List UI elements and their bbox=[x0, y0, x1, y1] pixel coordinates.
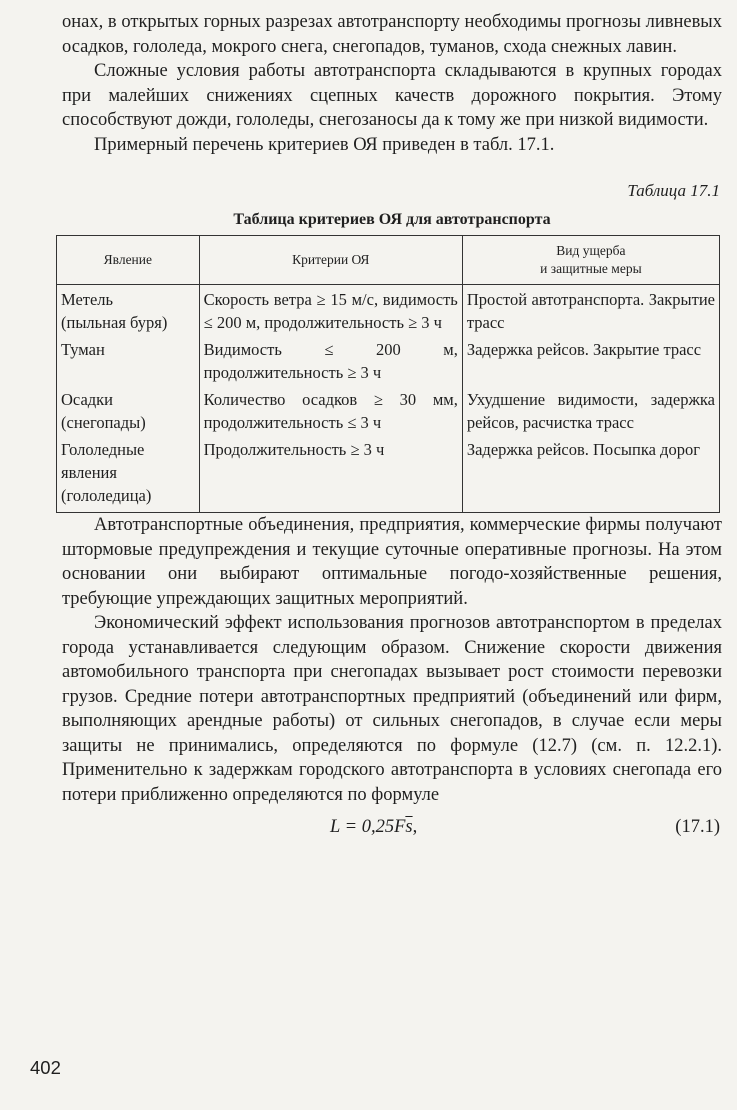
header-damage: Вид ущерба и защитные меры bbox=[462, 236, 719, 285]
table-header-row bbox=[57, 236, 720, 285]
table-row bbox=[57, 336, 720, 386]
table-title: Таблица критериев ОЯ для автотранспорта bbox=[233, 211, 551, 228]
book-page bbox=[62, 10, 722, 843]
criteria-table bbox=[56, 235, 720, 513]
page-number: 402 bbox=[30, 1057, 61, 1078]
table-number: Таблица 17.1 bbox=[627, 181, 720, 200]
cell-phenomenon: Гололедные явления (гололедица) bbox=[57, 436, 200, 513]
cell-damage: Ухудшение видимости, задержка рейсов, расчистка трасс bbox=[462, 386, 719, 436]
table-row bbox=[57, 285, 720, 337]
table-row bbox=[57, 436, 720, 513]
paragraph-economic-effect: Экономический эффект использования прогнозов автотранспортом в пределах города устанавливается следующим образом. Снижение скорости движения автомобильного транспорта при снегопадах вызывает рост стоимости перевозки грузов. Средние потери автотранспортных предприятий (объединений или фирм, выполняющих арендные работы) от сильных снегопадов, в случае если меры защиты не принимались, определяются по формуле (12.7) (см. п. 12.2.1). Применительно к задержкам городского автотранспорта в условиях снегопада его потери приближенно определяются по формуле bbox=[62, 613, 722, 805]
cell-criteria: Видимость ≤ 200 м, продолжительность ≥ 3 ч bbox=[199, 336, 462, 386]
cell-phenomenon: Осадки (снегопады) bbox=[57, 386, 200, 436]
cell-phenomenon: Туман bbox=[57, 336, 200, 386]
formula-overlined-s: $\overline{s}$ bbox=[405, 817, 413, 837]
header-criteria: Критерии ОЯ bbox=[199, 236, 462, 285]
cell-damage: Задержка рейсов. Закрытие трасс bbox=[462, 336, 719, 386]
cell-criteria: Количество осадков ≥ 30 мм, продолжительность ≤ 3 ч bbox=[199, 386, 462, 436]
cell-criteria: Продолжительность ≥ 3 ч bbox=[199, 436, 462, 513]
paragraph-urban-conditions: Сложные условия работы автотранспорта складываются в крупных городах при малейших снижениях сцепных качеств дорожного покрытия. Этому способствуют дожди, гололеды, снегозаносы да к тому же при низкой видимости. bbox=[62, 61, 722, 130]
formula-17-1 bbox=[62, 817, 722, 843]
cell-damage: Задержка рейсов. Посыпка дорог bbox=[462, 436, 719, 513]
cell-damage: Простой автотранспорта. Закрытие трасс bbox=[462, 285, 719, 337]
paragraph-continuation: онах, в открытых горных разрезах автотранспорту необходимы прогнозы ливневых осадков, гололеда, мокрого снега, снегопадов, туманов, схода снежных лавин. bbox=[62, 12, 722, 57]
formula-number: (17.1) bbox=[675, 817, 720, 837]
header-phenomenon: Явление bbox=[57, 236, 200, 285]
paragraph-table-reference: Примерный перечень критериев ОЯ приведен в табл. 17.1. bbox=[94, 134, 555, 155]
formula-expression: $L = 0,25F\overline{s}$, bbox=[330, 817, 418, 837]
paragraph-forecasts-usage: Автотранспортные объединения, предприятия, коммерческие фирмы получают штормовые предупреждения и текущие суточные оперативные прогнозы. На этом основании они выбирают оптимальные погодо-хозяйственные решения, требующие упреждающих защитных мероприятий. bbox=[62, 515, 722, 609]
cell-phenomenon: Метель (пыльная буря) bbox=[57, 285, 200, 337]
table-row bbox=[57, 386, 720, 436]
cell-criteria: Скорость ветра ≥ 15 м/с, видимость ≤ 200 м, продолжительность ≥ 3 ч bbox=[199, 285, 462, 337]
